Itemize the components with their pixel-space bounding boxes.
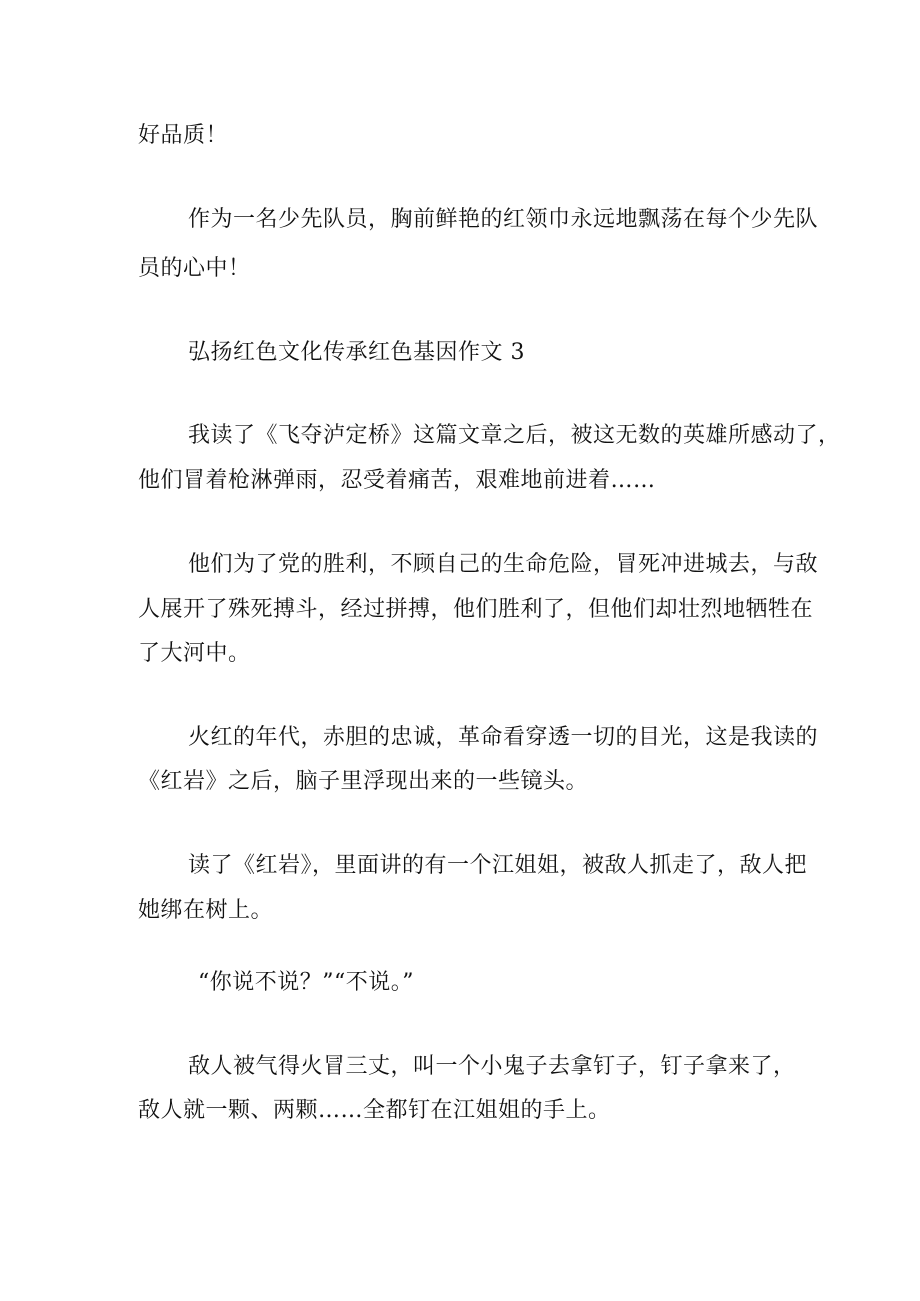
dialogue-line: “你说不说？”“不说。” bbox=[198, 970, 414, 995]
paragraph-line: 读了《红岩》，里面讲的有一个江姐姐，被敌人抓走了，敌人把 bbox=[188, 853, 808, 878]
paragraph-line: 他们为了党的胜利，不顾自己的生命危险，冒死冲进城去，与敌 bbox=[188, 552, 819, 577]
paragraph-line: 《红岩》之后，脑子里浮现出来的一些镜头。 bbox=[138, 769, 589, 794]
paragraph-line: 了大河中。 bbox=[138, 641, 251, 666]
paragraph-line: 员的心中！ bbox=[138, 256, 251, 281]
paragraph-line: 我读了《飞夺泸定桥》这篇文章之后，被这无数的英雄所感动了， bbox=[188, 423, 841, 448]
paragraph-line: 火红的年代，赤胆的忠诚，革命看穿透一切的目光，这是我读的 bbox=[188, 725, 819, 750]
paragraph-line: 人展开了殊死搏斗，经过拼搏，他们胜利了，但他们却壮烈地牺牲在 bbox=[138, 597, 814, 622]
paragraph-line: 敌人被气得火冒三丈，叫一个小鬼子去拿钉子，钉子拿来了， bbox=[188, 1054, 796, 1079]
paragraph-line: 她绑在树上。 bbox=[138, 898, 274, 923]
paragraph-line: 他们冒着枪淋弹雨，忍受着痛苦，艰难地前进着…… bbox=[138, 468, 656, 493]
paragraph-line: 作为一名少先队员，胸前鲜艳的红领巾永远地飘荡在每个少先队 bbox=[188, 207, 819, 232]
paragraph-line: 好品质！ bbox=[138, 123, 229, 148]
section-heading: 弘扬红色文化传承红色基因作文 3 bbox=[188, 340, 525, 365]
paragraph-line: 敌人就一颗、两颗……全都钉在江姐姐的手上。 bbox=[138, 1098, 611, 1123]
